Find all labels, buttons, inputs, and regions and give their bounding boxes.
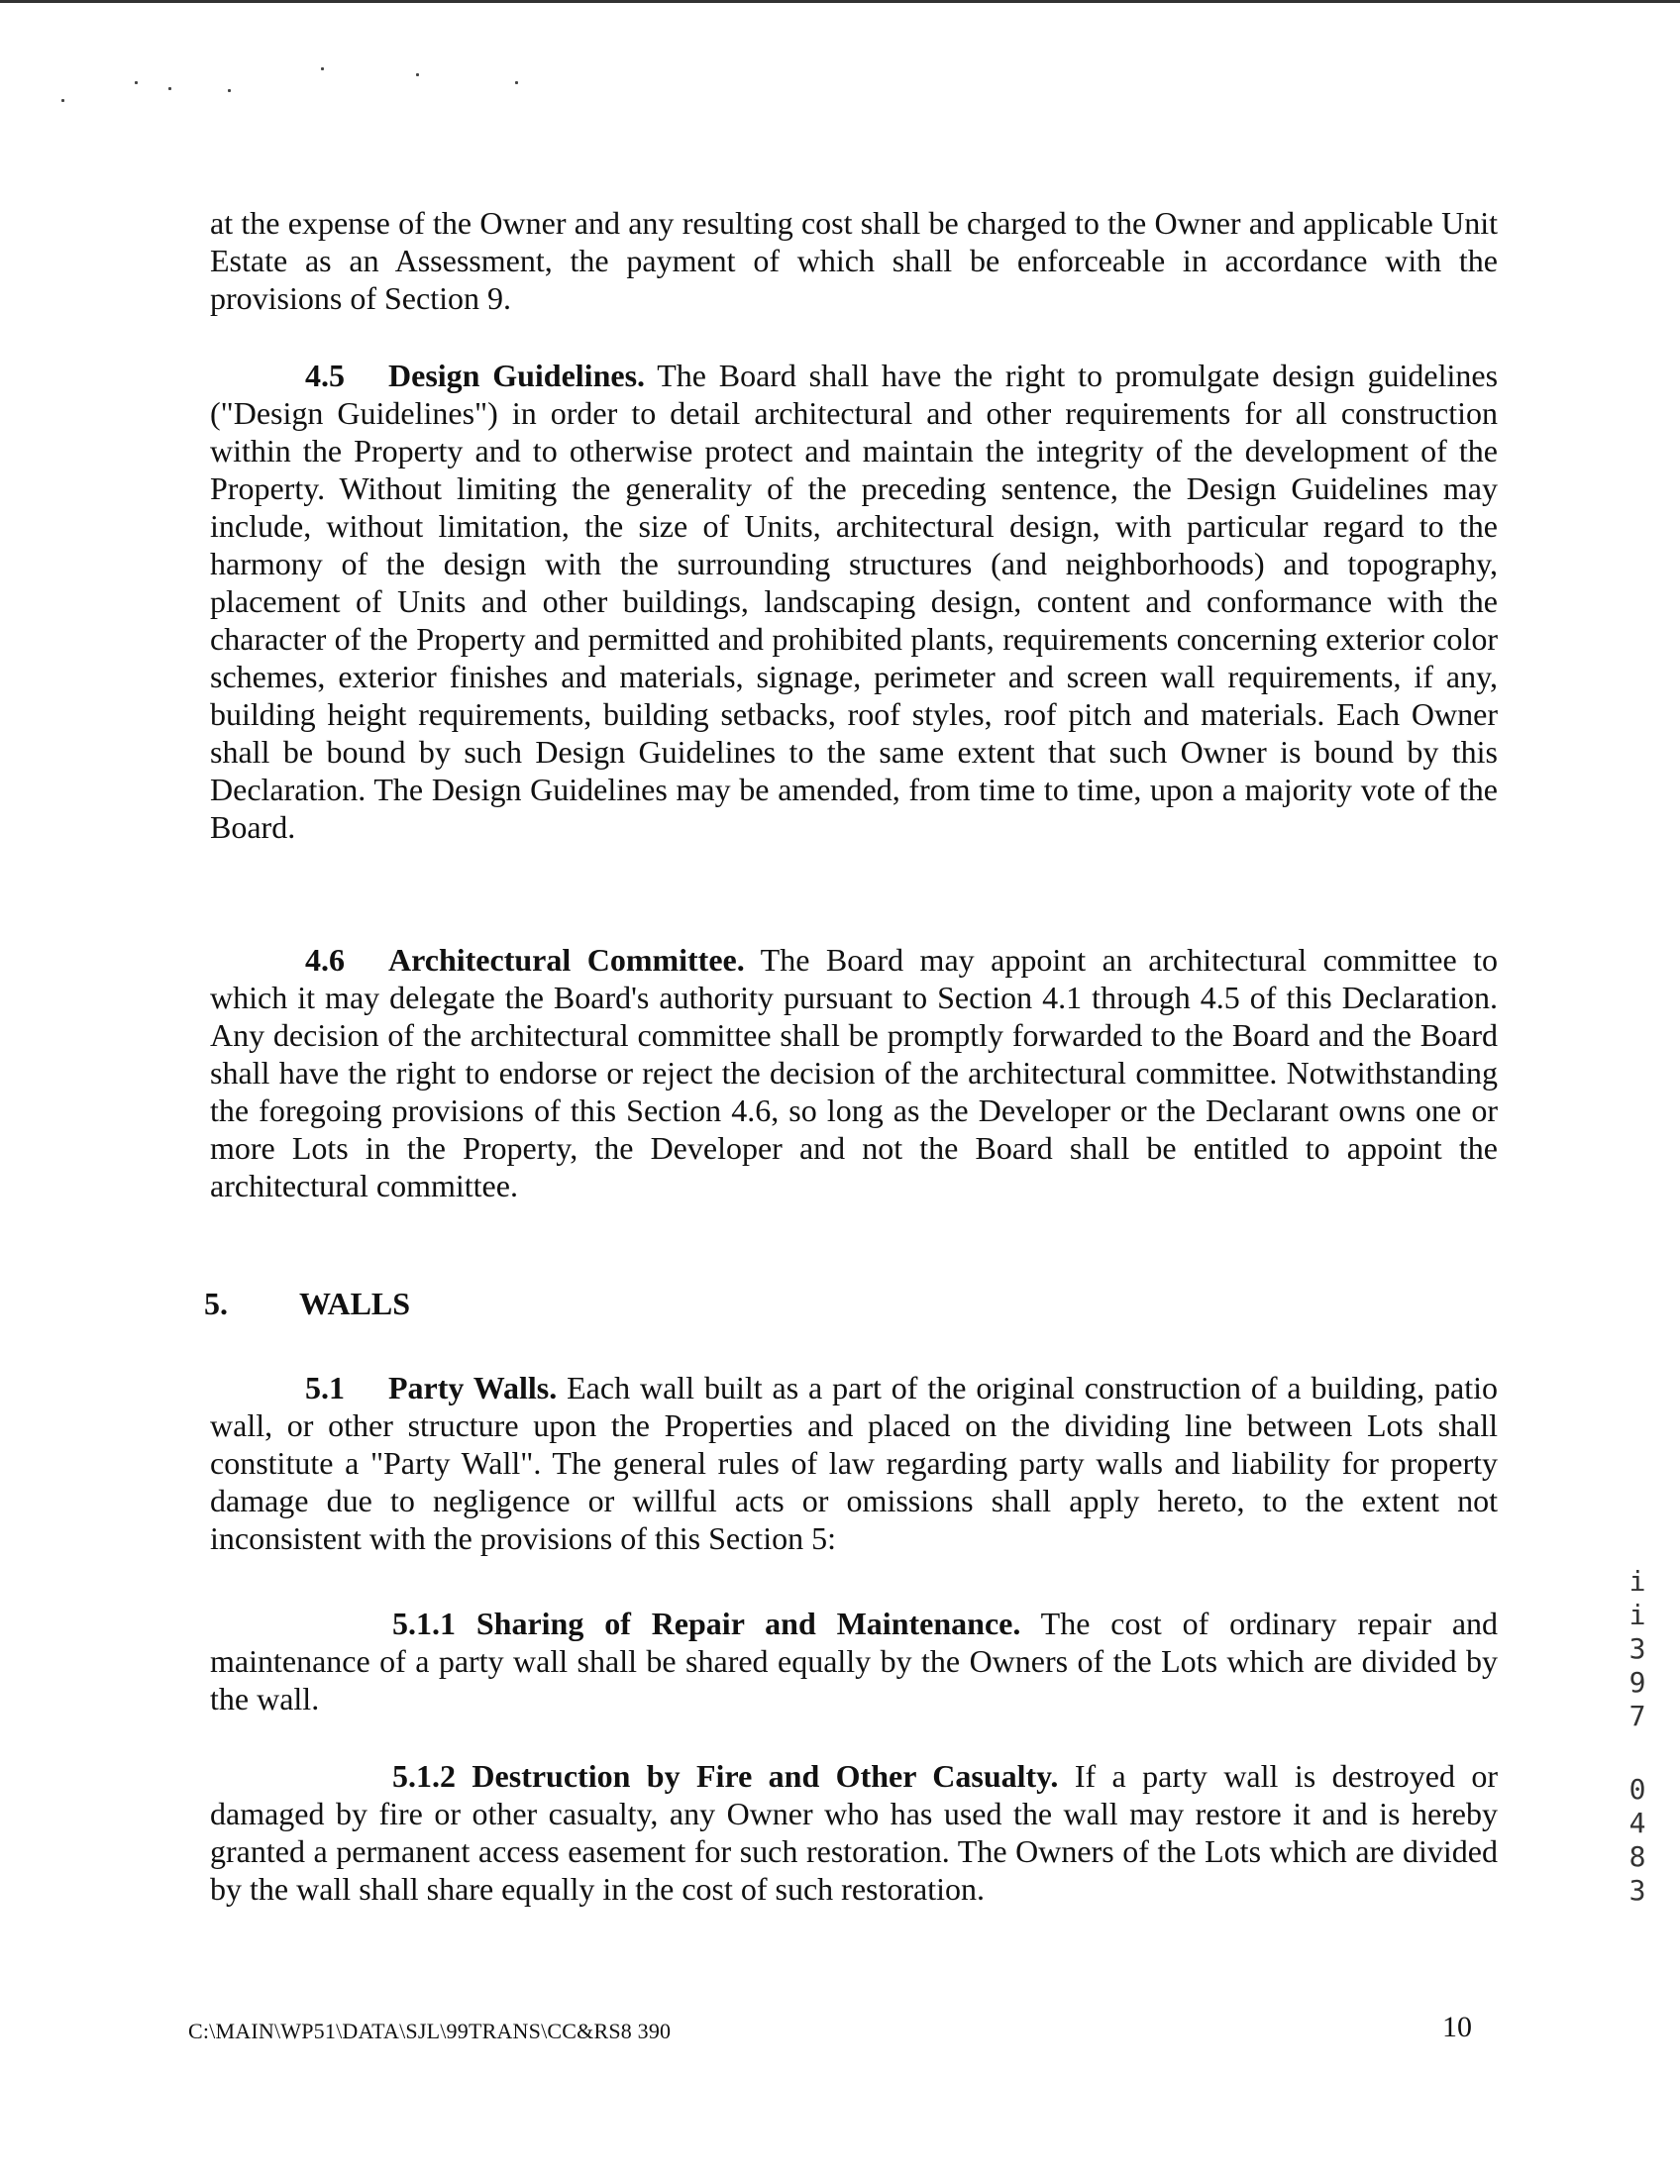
section-4-5-paragraph <box>210 357 1498 846</box>
scan-specks <box>59 59 575 109</box>
section-4-6-number: 4.6 <box>305 942 345 978</box>
stamp-char: i <box>1628 1599 1646 1631</box>
margin-document-number <box>1623 1565 1652 1922</box>
section-5-1-1-paragraph <box>210 1605 1498 1717</box>
stamp-char: 3 <box>1628 1874 1646 1907</box>
page-number: 10 <box>1442 2011 1472 2043</box>
carryover-paragraph: at the expense of the Owner and any resulting cost shall be charged to the Owner and applicable Unit Estate as an Assessment, the payment of which shall be enforceable in accordance with the provisions of Section 9. <box>210 205 1498 316</box>
stamp-char: 8 <box>1628 1840 1646 1873</box>
section-5-1-2-heading: Destruction by Fire and Other Casualty. <box>472 1758 1059 1794</box>
section-5-title: WALLS <box>299 1286 411 1321</box>
section-5-1-number: 5.1 <box>305 1370 345 1405</box>
section-5-1-2-number: 5.1.2 <box>392 1758 456 1794</box>
section-5-1-1-heading: Sharing of Repair and Maintenance. <box>475 1606 1021 1641</box>
section-5-1-paragraph <box>210 1369 1498 1557</box>
stamp-char: 4 <box>1628 1807 1646 1839</box>
section-5-1-2-paragraph <box>210 1757 1498 1908</box>
section-4-5-body: The Board shall have the right to promulgate design guidelines ("Design Guidelines") in order to detail architectural and other requirements for all construction within the Property and to otherwise protect and maintain the integrity of the development of the Property. Without limiting the generality of the preceding sentence, the Design Guidelines may include, without limitation, the size of Units, architectural design, with particular regard to the harmony of the design with the surrounding structures (and neighborhoods) and topography, placement of Units and other buildings, landscaping design, content and conformance with the character of the Property and permitted and prohibited plants, requirements concerning exterior color schemes, exterior finishes and materials, signage, perimeter and screen wall requirements, if any, building height requirements, building setbacks, roof styles, roof pitch and materials. Each Owner shall be bound by such Design Guidelines to the same extent that such Owner is bound by this Declaration. The Design Guidelines may be amended, from time to time, upon a majority vote of the Board. <box>210 358 1499 845</box>
section-4-6-paragraph <box>210 941 1498 1204</box>
stamp-char: 7 <box>1628 1700 1646 1732</box>
section-4-6-heading: Architectural Committee. <box>388 942 745 978</box>
section-4-5-heading: Design Guidelines. <box>388 358 646 393</box>
stamp-char: 0 <box>1628 1773 1646 1806</box>
section-5-heading <box>204 1286 410 1322</box>
section-4-6-body: The Board may appoint an architectural committee to which it may delegate the Board's authority pursuant to Section 4.1 through 4.5 of this Declaration. Any decision of the architectural committee shall be promptly forwarded to the Board and the Board shall have the right to endorse or reject the decision of the architectural committee. Notwithstanding the foregoing provisions of this Section 4.6, so long as the Developer or the Declarant owns one or more Lots in the Property, the Developer and not the Board shall be entitled to appoint the architectural committee. <box>210 942 1499 1203</box>
section-4-5-number: 4.5 <box>305 358 345 393</box>
stamp-char: 3 <box>1628 1632 1646 1665</box>
stamp-char: 9 <box>1628 1666 1646 1699</box>
section-5-1-1-number: 5.1.1 <box>392 1606 456 1641</box>
section-5-number: 5. <box>204 1286 228 1321</box>
stamp-char: i <box>1628 1565 1646 1598</box>
section-5-1-heading: Party Walls. <box>388 1370 558 1405</box>
scan-border <box>0 0 1680 3</box>
section-5-1-1-body: The cost of ordinary repair and maintenance of a party wall shall be shared equally by the Owners of the Lots which are divided by the wall. <box>210 1606 1499 1716</box>
section-5-1-body: Each wall built as a part of the original construction of a building, patio wall, or other structure upon the Properties and placed on the dividing line between Lots shall constitute a "Party Wall". The general rules of law regarding party walls and liability for property damage due to negligence or willful acts or omissions shall apply hereto, to the extent not inconsistent with the provisions of this Section 5: <box>210 1370 1499 1556</box>
footer-file-path: C:\MAIN\WP51\DATA\SJL\99TRANS\CC&RS8 390 <box>188 2019 672 2043</box>
section-5-1-2-body: If a party wall is destroyed or damaged by fire or other casualty, any Owner who has used the wall may restore it and is hereby granted a permanent access easement for such restoration. The Owners of the Lots which are divided by the wall shall share equally in the cost of such restoration. <box>210 1758 1499 1907</box>
